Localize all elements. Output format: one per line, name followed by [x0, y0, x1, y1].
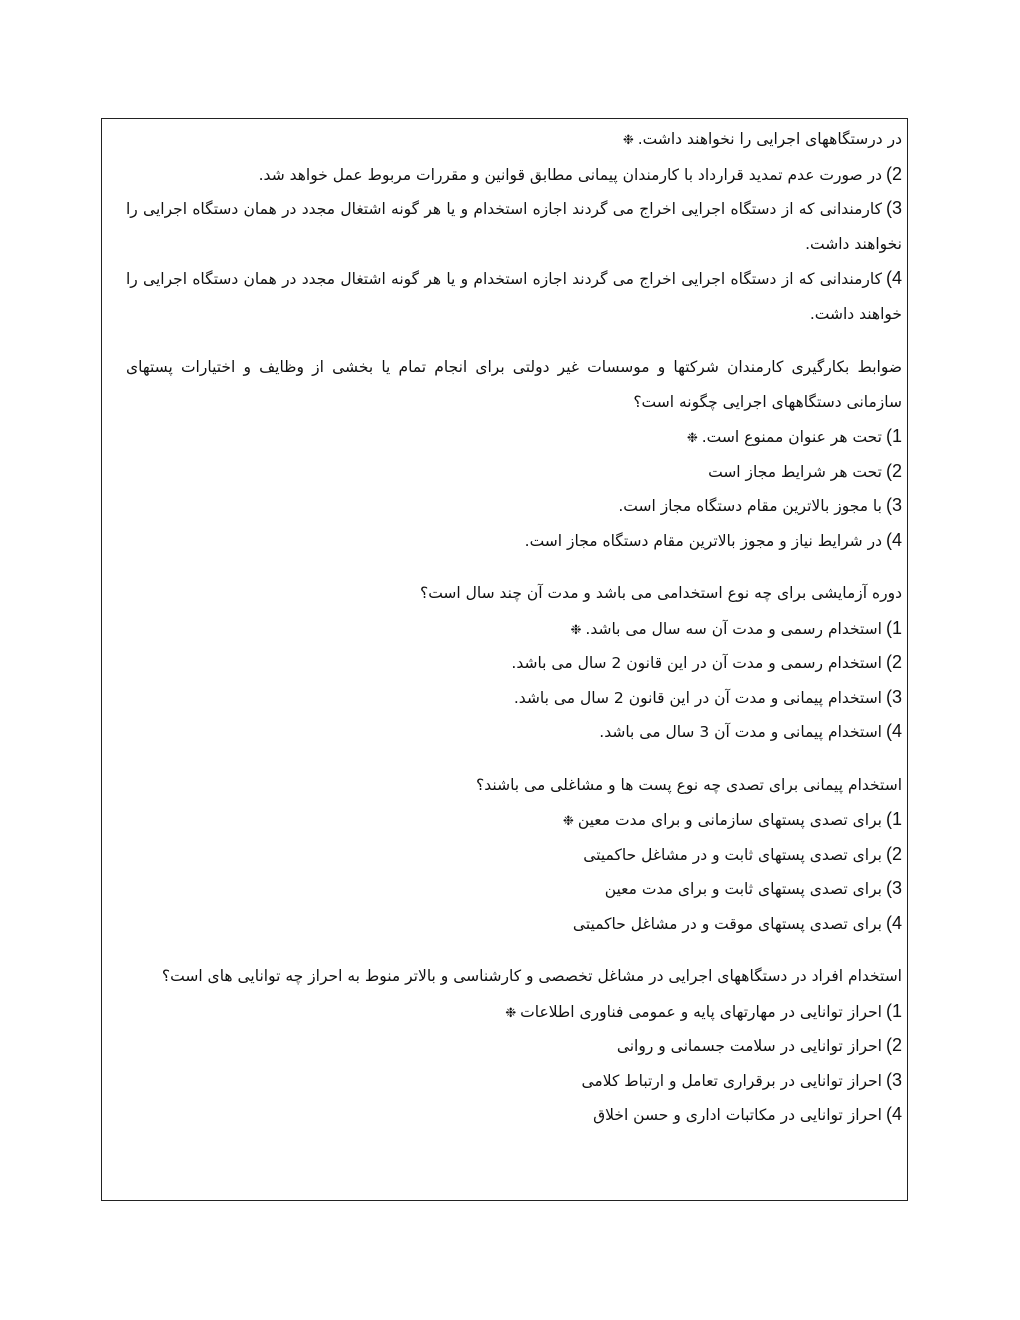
option: 2)تحت هر شرایط مجاز است	[708, 460, 902, 481]
option-correct: 1)برای تصدی پستهای سازمانی و برای مدت معین❉	[562, 809, 902, 829]
option: 2)در صورت عدم تمدید قرارداد با کارمندان پیمانی مطابق قوانین و مقررات مربوط عمل خواهد شد.	[258, 163, 902, 184]
option: 2)احراز توانایی در سلامت جسمانی و روانی	[616, 1035, 902, 1055]
answer-mark: ❉	[505, 1005, 517, 1021]
option: 2)برای تصدی پستهای ثابت و در مشاغل حاکمیتی	[583, 843, 902, 864]
option: 4)استخدام پیمانی و مدت آن 3 سال می باشد.	[599, 721, 902, 741]
carryover-line: در درستگاههای اجرایی را نخواهند داشت.❉	[622, 130, 902, 148]
question-text: دوره آزمایشی برای چه نوع استخدامی می باشد و مدت آن چند سال است؟	[419, 584, 902, 602]
option-correct: 1)استخدام رسمی و مدت آن سه سال می باشد.❉	[570, 617, 902, 638]
option: 4)در شرایط نیاز و مجوز بالاترین مقام دستگاه مجاز است.	[524, 529, 902, 550]
option-correct: 1)تحت هر عنوان ممنوع است.❉	[686, 426, 902, 446]
option: 4)کارمندانی که از دستگاه اجرایی اخراج می گردند اجازه استخدام و یا هر گونه اشتغال مجدد در همان دستگاه اجرایی را خواهند داشت.	[126, 268, 902, 323]
option: 3)احراز توانایی در برقراری تعامل و ارتباط کلامی	[581, 1069, 902, 1090]
question-text: استخدام افراد در دستگاههای اجرایی در مشاغل تخصصی و کارشناسی و بالاتر منوط به احراز چه توانایی های است؟	[161, 967, 902, 985]
option: 3)با مجوز بالاترین مقام دستگاه مجاز است.	[618, 495, 902, 515]
option: 4)احراز توانایی در مکاتبات اداری و حسن اخلاق	[593, 1104, 902, 1124]
option: 3)کارمندانی که از دستگاه اجرایی اخراج می گردند اجازه استخدام و یا هر گونه اشتغال مجدد در همان دستگاه اجرایی را نخواهند داشت.	[126, 198, 902, 253]
option: 4)برای تصدی پستهای موقت و در مشاغل حاکمیتی	[572, 912, 902, 933]
option-correct: 1)احراز توانایی در مهارتهای پایه و عمومی فناوری اطلاعات❉	[505, 1000, 902, 1021]
answer-mark: ❉	[622, 133, 634, 148]
question-text: استخدام پیمانی برای تصدی چه نوع پست ها و مشاغلی می باشند؟	[476, 775, 902, 794]
option: 3)استخدام پیمانی و مدت آن در این قانون 2 سال می باشد.	[513, 686, 902, 707]
answer-mark: ❉	[570, 622, 582, 638]
question-text: ضوابط بکارگیری کارمندان شرکتها و موسسات غیر دولتی برای انجام تمام یا بخشی از وظایف و اختیارات پستهای سازمانی دستگاههای اجرایی چگونه است؟	[126, 358, 902, 411]
answer-mark: ❉	[562, 814, 574, 829]
option: 2)استخدام رسمی و مدت آن در این قانون 2 سال می باشد.	[511, 652, 902, 672]
document-body	[126, 122, 902, 1132]
option: 3)برای تصدی پستهای ثابت و برای مدت معین	[604, 878, 902, 898]
answer-mark: ❉	[686, 431, 698, 446]
